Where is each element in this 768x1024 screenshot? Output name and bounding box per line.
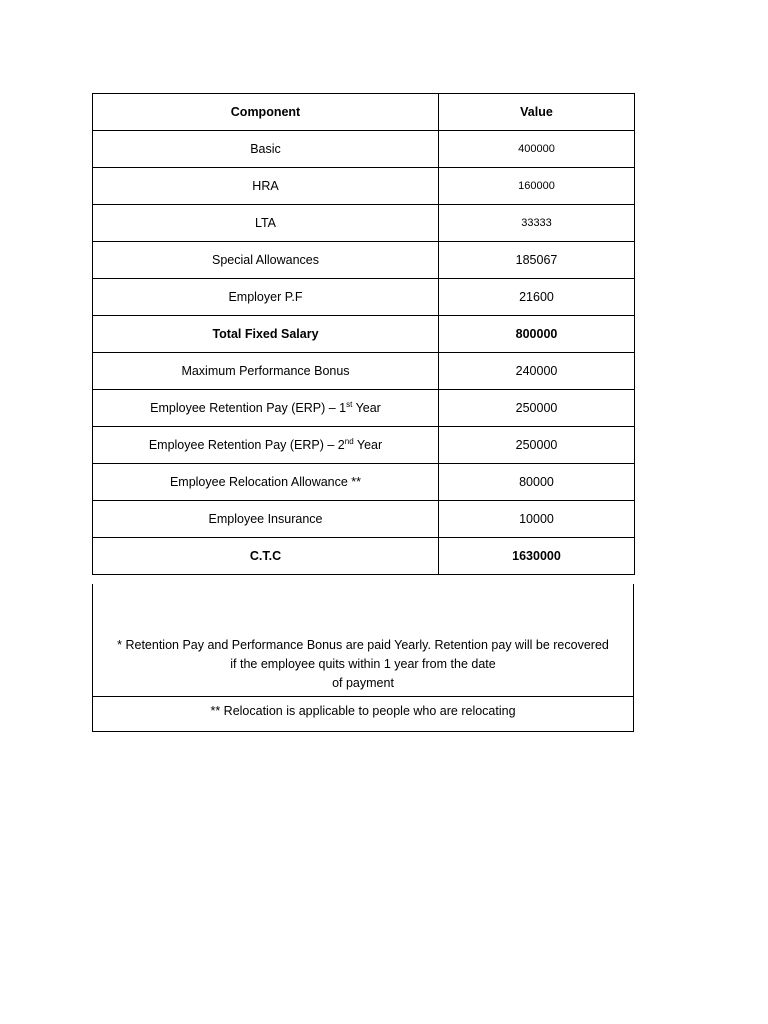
value-cell: 250000 (439, 427, 635, 464)
component-cell: Employee Relocation Allowance ** (93, 464, 439, 501)
component-cell: HRA (93, 168, 439, 205)
component-cell: Basic (93, 131, 439, 168)
table-row-performance-bonus (93, 353, 635, 390)
table-row-ctc (93, 538, 635, 575)
value-cell: 240000 (439, 353, 635, 390)
retention-note-block (92, 584, 634, 697)
relocation-note: ** Relocation is applicable to people who are relocating (92, 696, 634, 732)
table-row-total-fixed-salary (93, 316, 635, 353)
component-cell (93, 390, 439, 427)
component-cell (93, 427, 439, 464)
retention-note (93, 636, 633, 693)
retention-note-line: of payment (332, 676, 394, 690)
component-cell: Maximum Performance Bonus (93, 353, 439, 390)
component-cell: Special Allowances (93, 242, 439, 279)
component-cell: Employee Insurance (93, 501, 439, 538)
value-cell: 21600 (439, 279, 635, 316)
component-cell: C.T.C (93, 538, 439, 575)
table-row-employee-insurance (93, 501, 635, 538)
value-cell: 800000 (439, 316, 635, 353)
component-cell: Employer P.F (93, 279, 439, 316)
table-row-relocation-allowance (93, 464, 635, 501)
table-row-hra (93, 168, 635, 205)
table-row-employer-pf (93, 279, 635, 316)
ordinal-suffix: st (346, 399, 353, 409)
component-text-suffix: Year (353, 438, 383, 452)
component-cell: Total Fixed Salary (93, 316, 439, 353)
component-text-suffix: Year (352, 401, 381, 415)
value-cell: 400000 (439, 131, 635, 168)
table-row-basic (93, 131, 635, 168)
table-header-row (93, 94, 635, 131)
salary-breakup-table (92, 93, 635, 575)
table-row-special-allowances (93, 242, 635, 279)
table-row-lta (93, 205, 635, 242)
value-cell: 185067 (439, 242, 635, 279)
ordinal-suffix: nd (344, 436, 354, 446)
value-cell: 80000 (439, 464, 635, 501)
component-text: Employee Retention Pay (ERP) – 2 (148, 438, 345, 452)
retention-note-line: if the employee quits within 1 year from the date (230, 657, 496, 671)
value-cell: 250000 (439, 390, 635, 427)
table-row-erp-1st-year (93, 390, 635, 427)
component-text: Employee Retention Pay (ERP) – 1 (150, 401, 347, 415)
column-header-component: Component (93, 94, 439, 131)
column-header-value: Value (439, 94, 635, 131)
retention-note-line: * Retention Pay and Performance Bonus are paid Yearly. Retention pay will be recovered (117, 638, 609, 652)
component-cell: LTA (93, 205, 439, 242)
value-cell: 160000 (439, 168, 635, 205)
table-row-erp-2nd-year (93, 427, 635, 464)
value-cell: 33333 (439, 205, 635, 242)
value-cell: 10000 (439, 501, 635, 538)
value-cell: 1630000 (439, 538, 635, 575)
